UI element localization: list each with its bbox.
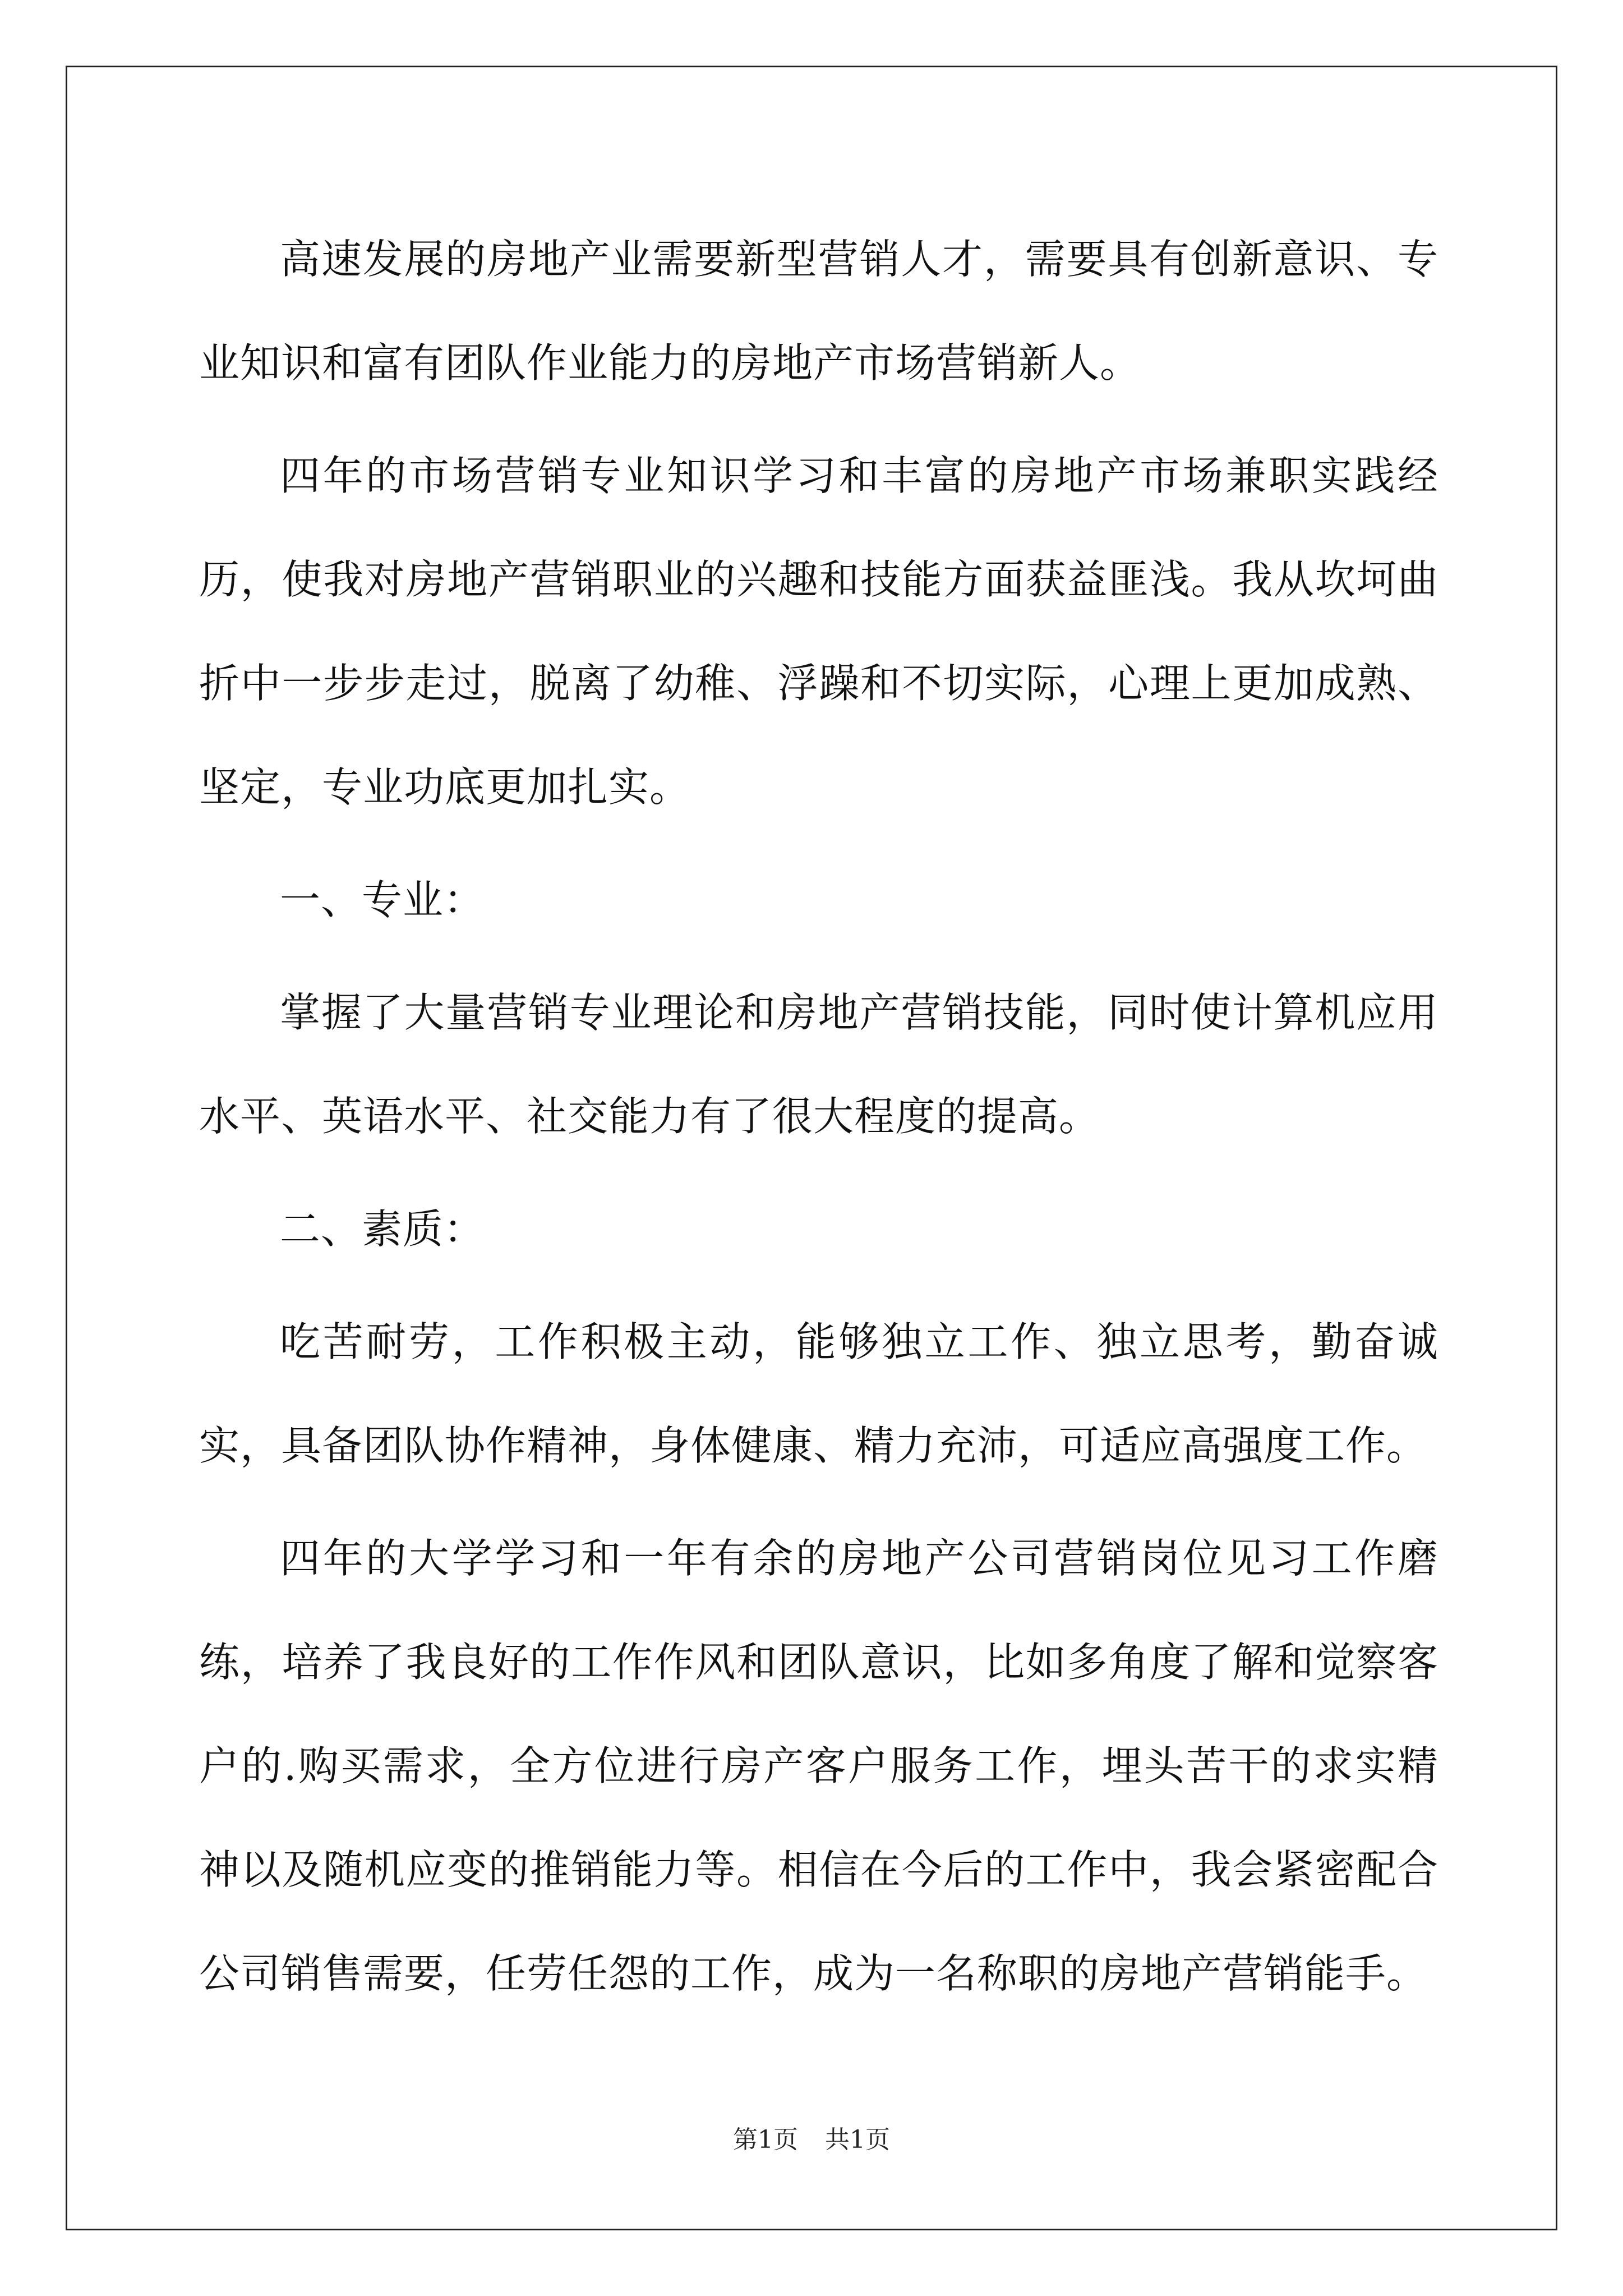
section-heading-professional: 一、专业：: [280, 876, 485, 923]
paragraph-quality: 吃苦耐劳，工作积极主动，能够独立工作、独立思考，勤奋诚实，具备团队协作精神，身体健康、精力充沛，可适应高强度工作。: [199, 1318, 1438, 1469]
paragraph-experience: 四年的市场营销专业知识学习和丰富的房地产市场兼职实践经历，使我对房地产营销职业的兴趣和技能方面获益匪浅。我从坎坷曲折中一步步走过，脱离了幼稚、浮躁和不切实际，心理上更加成熟、坚定，专业功底更加扎实。: [199, 452, 1438, 811]
page-footer: [0, 2123, 1623, 2157]
document-body: [199, 208, 1438, 2035]
section-heading-quality: 二、素质：: [280, 1205, 485, 1253]
paragraph-intro: 高速发展的房地产业需要新型营销人才，需要具有创新意识、专业知识和富有团队作业能力的房地产市场营销新人。: [199, 236, 1438, 386]
paragraph-professional: 掌握了大量营销专业理论和房地产营销技能，同时使计算机应用水平、英语水平、社交能力有了很大程度的提高。: [199, 989, 1438, 1140]
page-number: 第1页: [733, 2125, 798, 2154]
paragraph-conclusion: 四年的大学学习和一年有余的房地产公司营销岗位见习工作磨练，培养了我良好的工作作风和团队意识，比如多角度了解和觉察客户的.购买需求，全方位进行房产客户服务工作，埋头苦干的求实精神以及随机应变的推销能力等。相信在今后的工作中，我会紧密配合公司销售需要，任劳任怨的工作，成为一名称职的房地产营销能手。: [199, 1535, 1438, 1997]
page-total: 共1页: [825, 2125, 890, 2154]
